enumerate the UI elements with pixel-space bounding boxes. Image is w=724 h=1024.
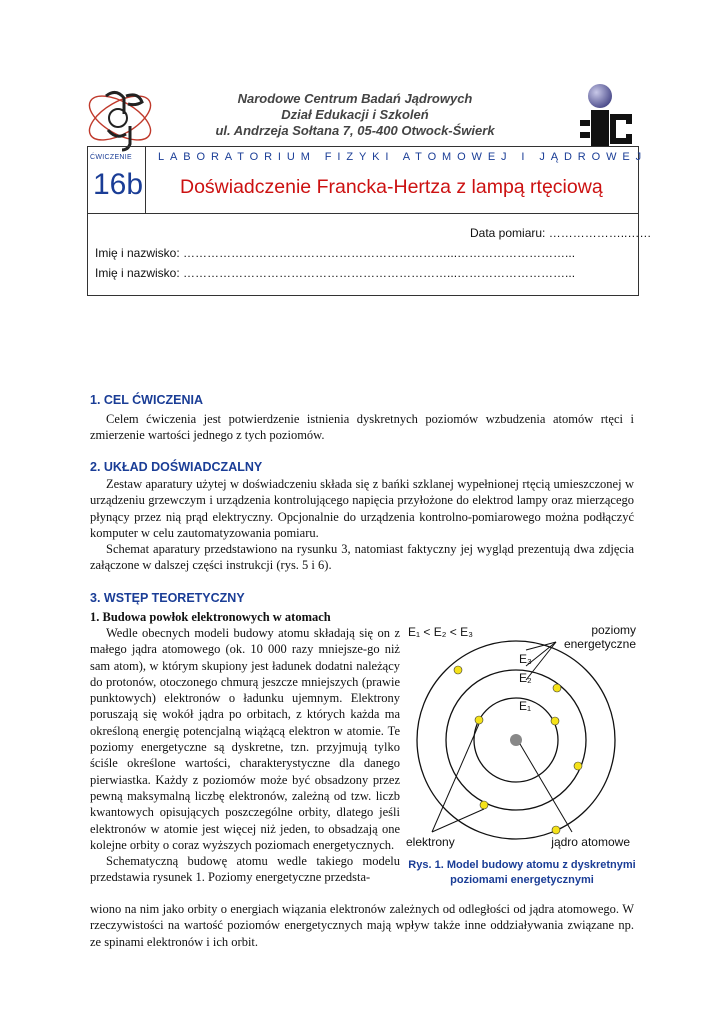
- ncbj-logo: [82, 82, 160, 152]
- name-field-2[interactable]: Imię i nazwisko: …………………………………………………………...………………………...: [95, 266, 576, 280]
- levels-label-line1: poziomy: [591, 623, 636, 637]
- department-name: Dział Edukacji i Szkoleń: [281, 107, 429, 122]
- electron: [574, 762, 582, 770]
- experiment-title: Doświadczenie Francka-Hertza z lampą rtęciową: [180, 176, 603, 198]
- electron: [454, 666, 462, 674]
- section-2-text: [90, 476, 634, 574]
- section-3-subheading: 1. Budowa powłok elektronowych w atomach: [90, 610, 331, 624]
- electron: [475, 716, 483, 724]
- title-box-divider: [87, 213, 638, 214]
- level-e1-label: E₁: [519, 699, 532, 713]
- institution-address: ul. Andrzeja Sołtana 7, 05-400 Otwock-Świerk: [215, 123, 495, 138]
- figure-caption: Rys. 1. Model budowy atomu z dyskretnymi poziomami energetycznymi: [408, 859, 636, 886]
- electron: [551, 717, 559, 725]
- section-3-column-text: [90, 625, 400, 886]
- section-3-paragraph-2-start: Schematyczną budowę atomu wedle takiego modelu przedstawia rysunek 1. Poziomy energetyczne przedsta-: [90, 854, 400, 885]
- exercise-label: ĆWICZENIE: [90, 154, 132, 161]
- section-2-heading: 2. UKŁAD DOŚWIADCZALNY: [90, 460, 263, 474]
- electron: [480, 801, 488, 809]
- section-2-paragraph-2: Schemat aparatury przedstawiono na rysunku 3, natomiast faktyczny jej wygląd prezentują dwa zdjęcia załączone w dalszej części instrukcji (rys. 5 i 6).: [90, 542, 634, 573]
- energy-inequality: E₁ < E₂ < E₃: [408, 625, 473, 639]
- date-field[interactable]: Data pomiaru: ………………..……: [470, 226, 652, 240]
- ie-logo: [572, 80, 638, 150]
- section-2-paragraph-1: Zestaw aparatury użytej w doświadczeniu składa się z bańki szklanej wypełnionej rtęcią umieszczonej w urządzeniu grzewczym i urządzenia kontrolującego napięcia przyłożone do elektrod lampy oraz mierzącego płynący przez nią prąd elektryczny. Opcjonalnie do urządzenia kontrolno-pomiarowego można podłączyć komputer w celu zautomatyzowania pomiaru.: [90, 477, 634, 540]
- section-3-paragraph-2-end: wiono na nim jako orbity o energiach wiązania elektronów zależnych od odległości od jądra atomowego. W rzeczywistości na wartość poziomów energetycznych mają wpływ także inne oddziaływania związane np. ze spinami elektronów i ich orbit.: [90, 902, 634, 949]
- section-3-heading: 3. WSTĘP TEORETYCZNY: [90, 591, 245, 605]
- title-box-column-divider: [145, 146, 146, 214]
- section-3-full-width-text: [90, 901, 634, 950]
- exercise-number: 16b: [93, 168, 144, 201]
- level-e2-label: E₂: [519, 671, 532, 685]
- section-1-paragraph: Celem ćwiczenia jest potwierdzenie istnienia dyskretnych poziomów wzbudzenia atomów rtęci i zmierzenie wartości jednego z tych poziomów.: [90, 412, 634, 443]
- name-field-1[interactable]: Imię i nazwisko: …………………………………………………………...………………………...: [95, 246, 576, 260]
- electron: [552, 826, 560, 834]
- atom-model-figure: [406, 620, 638, 852]
- nucleus-label: jądro atomowe: [551, 835, 630, 849]
- section-1-text: [90, 411, 634, 444]
- lab-name: LABORATORIUM FIZYKI ATOMOWEJ I JĄDROWEJ: [158, 151, 648, 163]
- section-3-paragraph-1: Wedle obecnych modeli budowy atomu składają się on z małego jądra atomowego (ok. 10 000 razy mniejsze-go niż sam atom), w którym skupiony jest ładunek dodatni należący do protonów, otoczonego chmurą jeszcze mniejszych (prawie punktowych) elektronów o ładunku ujemnym. Elektrony poruszają się wokół jądra po orbitach, z których każda ma określoną energię potencjalną wiążącą elektron w atomie. Te poziomy energetyczne są dyskretne, tzn. przyjmują tylko ściśle określone wartości, charakterystyczne dla danego pierwiastka. Każdy z poziomów może być obsadzony przez pewną maksymalną liczbę elektronów, zależną od tzw. liczb kwantowych opisujących poszczególne orbity, dlatego jeśli elektronów w atomie jest więcej niż jeden, to obsadzają one kolejne orbity o coraz wyższych poziomach energetycznych.: [90, 626, 400, 852]
- institution-name: Narodowe Centrum Badań Jądrowych: [237, 91, 473, 106]
- section-1-heading: 1. CEL ĆWICZENIA: [90, 393, 203, 407]
- levels-label-line2: energetyczne: [563, 637, 636, 651]
- electron: [553, 684, 561, 692]
- electrons-label: elektrony: [406, 835, 455, 849]
- level-e3-label: E₃: [519, 652, 532, 666]
